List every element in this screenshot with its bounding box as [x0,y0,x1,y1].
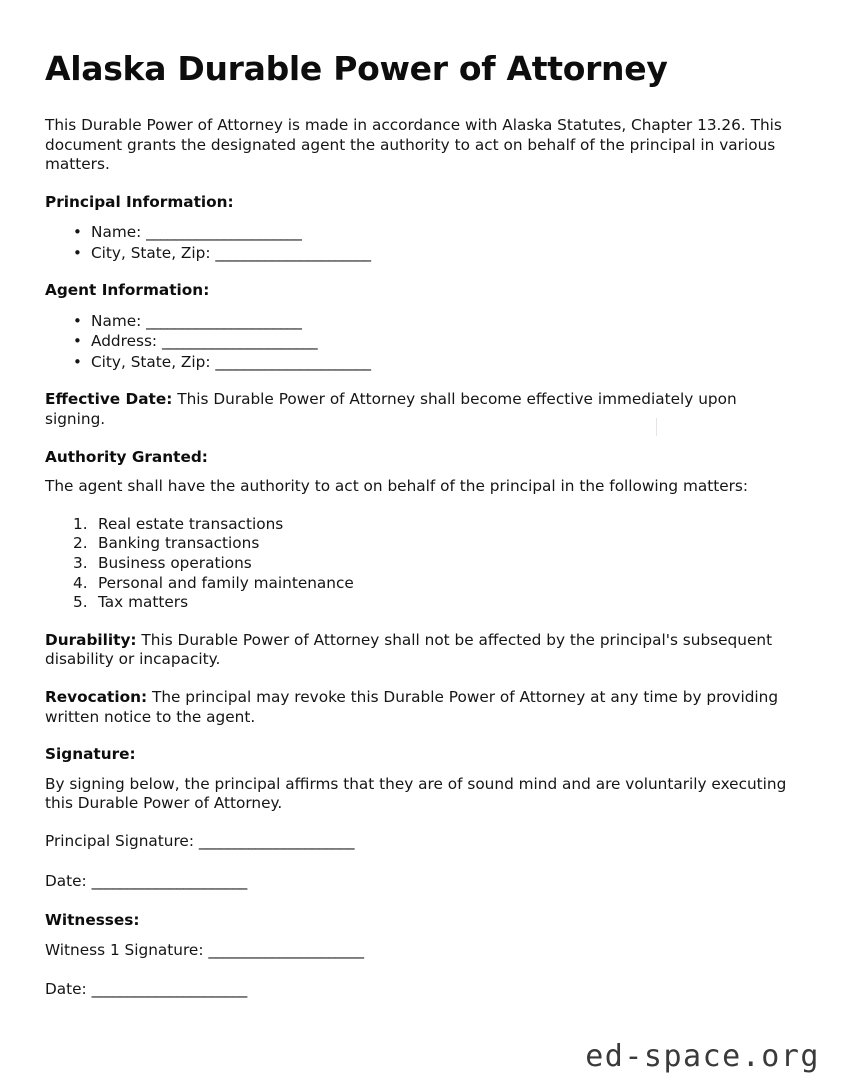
field-agent-name [73,311,800,332]
field-blank[interactable]: ______________________ [146,311,302,330]
principal-date-label: Date: [45,871,87,890]
scan-artifact [656,418,657,436]
field-principal-name [73,222,800,243]
witnesses-heading: Witnesses: [45,911,140,930]
field-blank[interactable]: ______________________ [215,243,371,262]
field-agent-city-state-zip [73,352,800,373]
principal-signature-blank[interactable]: ______________________ [198,831,354,850]
principal-signature-label: Principal Signature: [45,831,194,850]
witness1-date-label: Date: [45,980,87,999]
field-principal-city-state-zip [73,243,800,264]
authority-granted-heading: Authority Granted: [45,447,208,466]
agent-information-heading: Agent Information: [45,281,210,300]
signature-affirmation: By signing below, the principal affirms that they are of sound mind and are voluntarily executing this Durable Power of Attorney. [45,774,787,813]
revocation-text: The principal may revoke this Durable Power of Attorney at any time by providing written notice to the agent. [45,687,779,726]
authority-list [45,515,800,613]
field-label: Name: [91,311,142,330]
durability-text: This Durable Power of Attorney shall not be affected by the principal's subsequent disability or incapacity. [45,630,773,669]
principal-signature-line [45,832,800,852]
watermark: ed-space.org [585,1039,820,1074]
list-item: Banking transactions [98,534,260,553]
witness1-signature-blank[interactable]: ______________________ [208,940,364,959]
principal-date-blank[interactable]: ______________________ [91,871,247,890]
effective-date-text: This Durable Power of Attorney shall become effective immediately upon signing. [45,390,737,428]
list-item: Business operations [98,553,252,572]
revocation-paragraph [45,688,800,727]
principal-date-line [45,872,800,892]
agent-information-fields [45,311,800,373]
principal-information-fields [45,222,800,263]
field-label: Address: [91,332,158,351]
principal-information-heading: Principal Information: [45,192,234,211]
field-blank[interactable]: ______________________ [215,352,371,371]
effective-date-label: Effective Date: [45,390,173,409]
field-label: Name: [91,223,142,242]
witness1-signature-label: Witness 1 Signature: [45,940,204,959]
field-agent-address [73,331,800,352]
page-title: Alaska Durable Power of Attorney [45,49,668,88]
durability-paragraph [45,631,800,670]
list-item: Personal and family maintenance [98,573,354,592]
field-label: City, State, Zip: [91,352,211,371]
field-blank[interactable]: ______________________ [161,332,318,351]
authority-granted-intro: The agent shall have the authority to act on behalf of the principal in the following matters: [45,477,749,496]
list-item: Tax matters [98,593,189,612]
field-label: City, State, Zip: [91,243,211,262]
revocation-label: Revocation: [45,687,148,706]
durability-label: Durability: [45,630,137,649]
effective-date-paragraph [45,390,800,429]
field-blank[interactable]: ______________________ [146,223,302,242]
witness1-signature-line [45,941,800,961]
signature-heading: Signature: [45,745,136,764]
intro-paragraph: This Durable Power of Attorney is made in accordance with Alaska Statutes, Chapter 13.26. This document grants the designated agent the authority to act on behalf of the principal in various matters. [45,115,782,174]
witness1-date-line [45,980,800,1000]
witness1-date-blank[interactable]: ______________________ [91,980,247,999]
list-item: Real estate transactions [98,514,284,533]
document-body [45,50,800,1020]
